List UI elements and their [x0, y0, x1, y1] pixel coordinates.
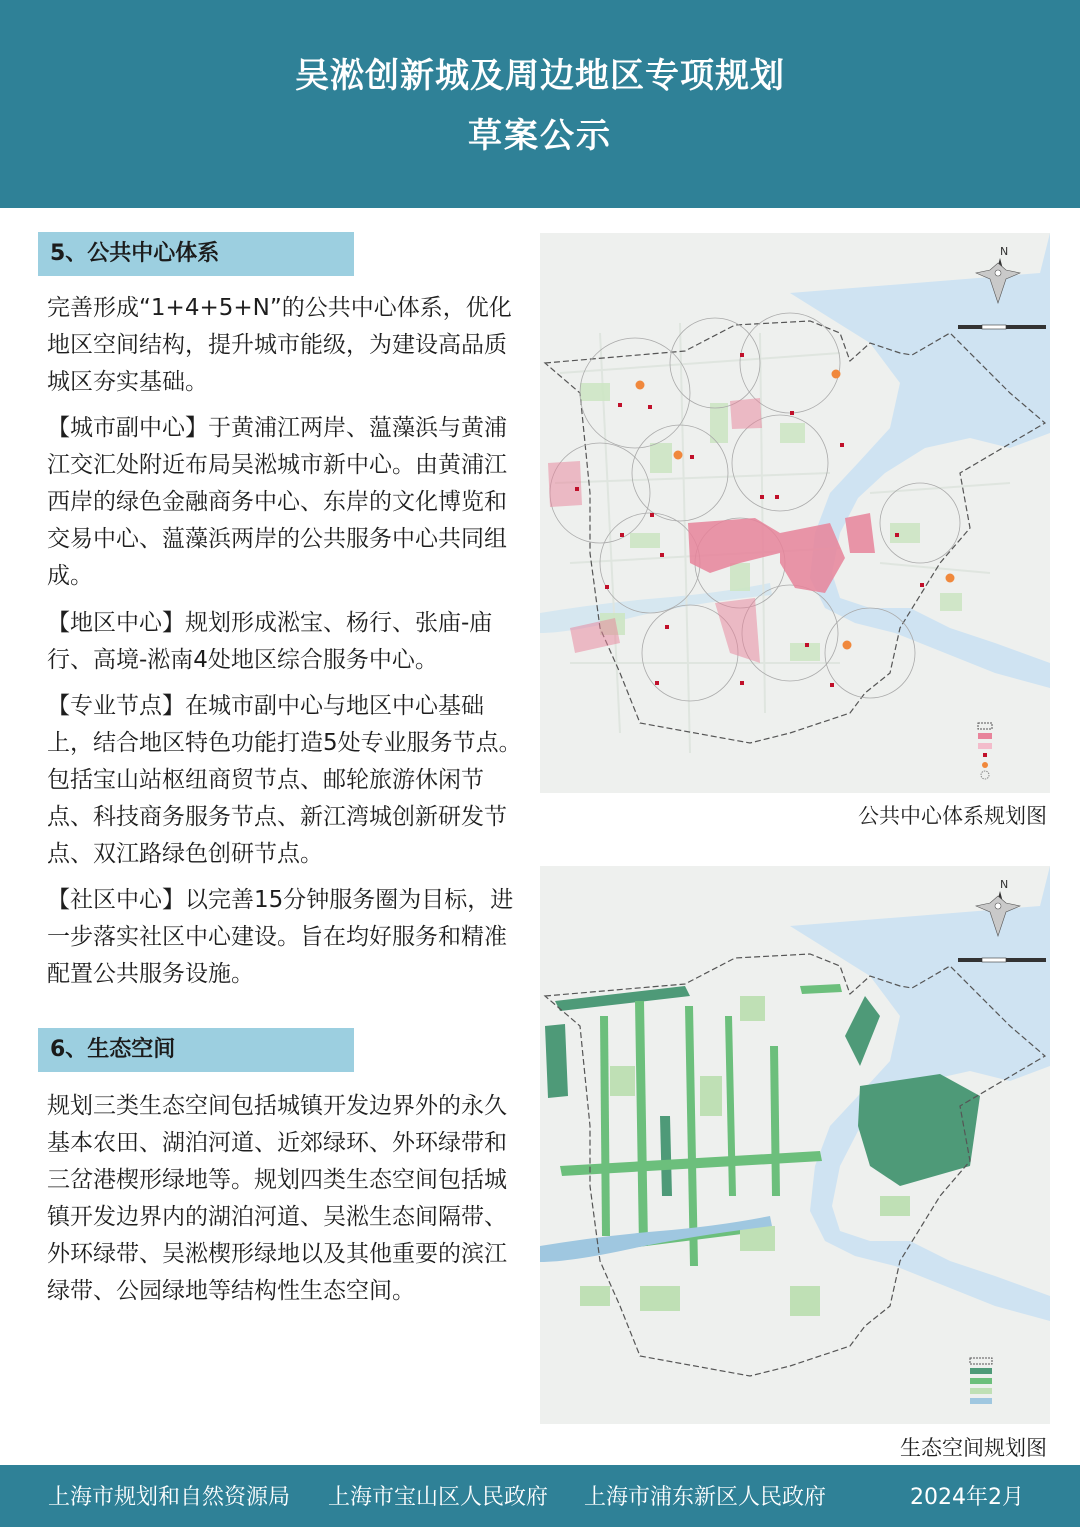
scale-bar-icon [958, 958, 1046, 962]
public-center-map [540, 233, 1050, 793]
paragraph: 规划三类生态空间包括城镇开发边界外的永久基本农田、湖泊河道、近郊绿环、外环绿带和三岔港楔形绿地等。规划四类生态空间包括城镇开发边界内的湖泊河道、吴淞生态间隔带、外环绿带、吴淞楔形绿地以及其他重要的滨江绿带、公园绿地等结构性生态空间。 [47, 1093, 507, 1304]
scale-bar-icon [958, 325, 1046, 329]
section-title-ecology: 6、生态空间 [38, 1028, 354, 1072]
header-banner [0, 0, 1080, 208]
map-caption: 公共中心体系规划图 [858, 804, 1047, 828]
footer-org: 上海市规划和自然资源局 [48, 1485, 291, 1510]
ecological-space-map [540, 866, 1050, 1424]
page-subtitle: 草案公示 [468, 116, 612, 156]
paragraph: 【地区中心】规划形成淞宝、杨行、张庙-庙行、高境-淞南4处地区综合服务中心。 [47, 610, 493, 673]
paragraph: 【专业节点】在城市副中心与地区中心基础上，结合地区特色功能打造5处专业服务节点。包括宝山站枢纽商贸节点、邮轮旅游休闲节点、科技商务服务节点、新江湾城创新研发节点、双江路绿色创研节点。 [47, 693, 522, 867]
footer [0, 1465, 1080, 1527]
footer-date: 2024年2月 [910, 1485, 1024, 1510]
section-title-public-centers: 5、公共中心体系 [38, 232, 354, 276]
footer-org: 上海市宝山区人民政府 [328, 1485, 549, 1510]
paragraph: 【社区中心】以完善15分钟服务圈为目标，进一步落实社区中心建设。旨在均好服务和精准配置公共服务设施。 [47, 887, 514, 987]
footer-org: 上海市浦东新区人民政府 [584, 1485, 827, 1510]
page-title: 吴淞创新城及周边地区专项规划 [295, 56, 785, 96]
paragraph: 完善形成“1+4+5+N”的公共中心体系，优化地区空间结构，提升城市能级，为建设高品质城区夯实基础。 [47, 295, 512, 395]
map-caption: 生态空间规划图 [900, 1436, 1047, 1460]
svg-text:N: N [1000, 878, 1009, 891]
svg-text:N: N [1000, 245, 1009, 258]
paragraph: 【城市副中心】于黄浦江两岸、蕰藻浜与黄浦江交汇处附近布局吴淞城市新中心。由黄浦江西岸的绿色金融商务中心、东岸的文化博览和交易中心、蕰藻浜两岸的公共服务中心共同组成。 [47, 415, 507, 589]
